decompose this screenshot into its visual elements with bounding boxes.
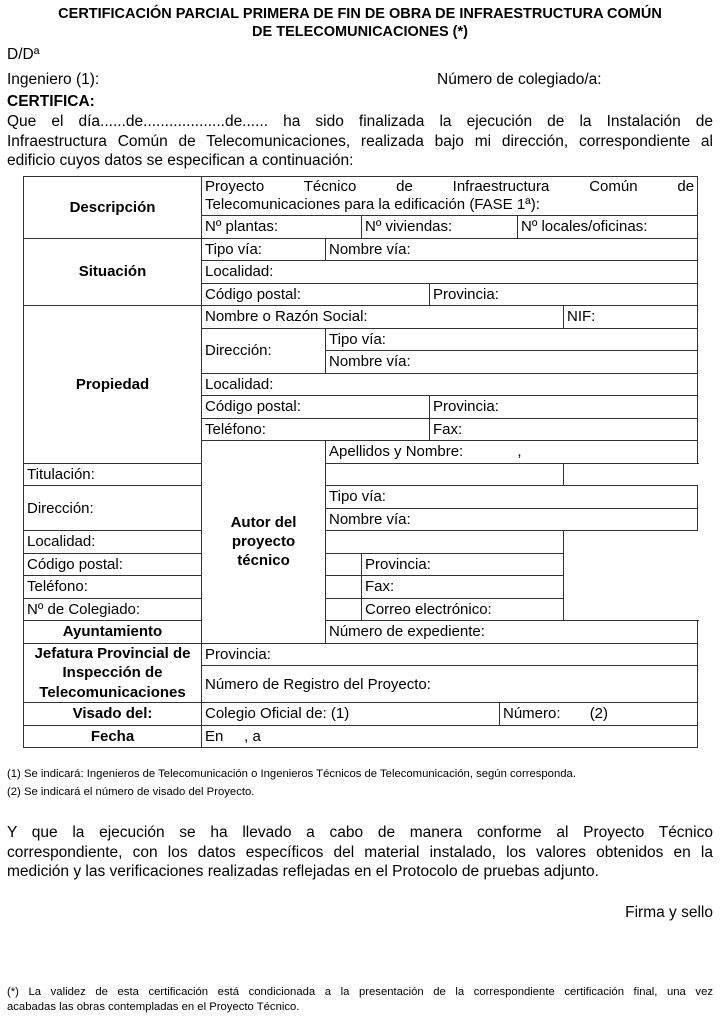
descripcion-label: Descripción [24, 177, 202, 239]
table-row [24, 553, 698, 576]
autor-colegiado-field: Nº de Colegiado: [24, 598, 362, 621]
registro-field: Número de Registro del Proyecto: [202, 666, 698, 703]
colegio-field: Colegio Oficial de: (1) [202, 703, 500, 726]
table-row [24, 531, 698, 554]
situacion-tipo-via-field: Tipo vía: [202, 238, 326, 261]
autor-titulacion-field: Titulación: [24, 463, 564, 486]
situacion-provincia-field: Provincia: [430, 283, 698, 306]
table-row [24, 486, 698, 509]
situacion-nombre-via-field: Nombre vía: [326, 238, 698, 261]
autor-telefono-field: Teléfono: [24, 576, 362, 599]
dd-label: D/Dª [7, 46, 40, 63]
propiedad-fax-field: Fax: [430, 418, 698, 441]
autor-localidad-field: Localidad: [24, 531, 564, 554]
intro-paragraph [7, 112, 713, 171]
validity-note-line-2: acabadas las obras contempladas en el Proyecto Técnico. [7, 1001, 300, 1013]
table-row [24, 725, 698, 748]
propiedad-nombre-via-field: Nombre vía: [326, 351, 698, 374]
validity-note [7, 985, 713, 1015]
autor-correo-field: Correo electrónico: [362, 598, 564, 621]
closing-line: correspondiente, con los datos específicos del material instalado, los valores obtenidos en la [7, 843, 713, 861]
validity-note-line-1: (*) La validez de esta certificación está condicionada a la presentación de la correspondiente certificación final, una vez [7, 986, 713, 998]
table-row [24, 238, 698, 261]
situacion-label: Situación [24, 238, 202, 306]
intro-line: Que el día......de...................de...... ha sido finalizada la ejecución de la Instalación de [7, 113, 713, 130]
closing-paragraph [7, 823, 713, 882]
table-row [24, 177, 698, 216]
table-row [24, 703, 698, 726]
autor-label: Autor del proyecto técnico [202, 441, 326, 644]
numero-visado-field: Número: (2) [500, 703, 698, 726]
jefatura-provincia-field: Provincia: [202, 643, 698, 666]
table-row [24, 643, 698, 666]
proyecto-line-1: Proyecto Técnico de Infraestructura Común de [205, 178, 695, 195]
table-row [24, 621, 698, 644]
propiedad-label: Propiedad [24, 306, 202, 464]
autor-apellidos-field: Apellidos y Nombre: , [326, 441, 698, 464]
table-row [24, 463, 698, 486]
document-title [0, 5, 720, 41]
autor-direccion-label: Dirección: [24, 486, 202, 531]
proyecto-cell [202, 177, 698, 216]
table-row [24, 576, 698, 599]
closing-line: Y que la ejecución se ha llevado a cabo de manera conforme al Proyecto Técnico [7, 824, 713, 841]
visado-label: Visado del: [24, 703, 202, 726]
jefatura-label: Jefatura Provincial de Inspección de Telecomunicaciones [24, 643, 202, 703]
building-data-table [23, 176, 698, 748]
propiedad-direccion-label: Dirección: [202, 328, 326, 373]
footnote-2: (2) Se indicará el número de visado del Proyecto. [7, 786, 255, 798]
situacion-codigo-postal-field: Código postal: [202, 283, 430, 306]
autor-tipo-via-field: Tipo vía: [326, 486, 698, 509]
title-line-1: CERTIFICACIÓN PARCIAL PRIMERA DE FIN DE OBRA DE INFRAESTRUCTURA COMÚN [58, 6, 662, 22]
closing-line: medición y las verificaciones realizadas reflejadas en el Protocolo de pruebas adjunto. [7, 863, 599, 880]
fecha-label: Fecha [24, 725, 202, 748]
title-line-2: DE TELECOMUNICACIONES (*) [252, 24, 468, 40]
ayuntamiento-label: Ayuntamiento [24, 621, 202, 644]
intro-line: Infraestructura Común de Telecomunicaciones, realizada bajo mi dirección, correspondiente al [7, 132, 713, 150]
intro-line: edificio cuyos datos se especifican a continuación: [7, 152, 354, 169]
situacion-localidad-field: Localidad: [202, 261, 698, 284]
proyecto-line-2: Telecomunicaciones para la edificación (FASE 1ª): [205, 196, 540, 213]
signature-label: Firma y sello [625, 904, 713, 921]
viviendas-field: Nº viviendas: [362, 216, 518, 239]
certifica-heading: CERTIFICA: [7, 93, 95, 110]
locales-field: Nº locales/oficinas: [518, 216, 698, 239]
propiedad-nif-field: NIF: [564, 306, 698, 329]
autor-nombre-via-field: Nombre vía: [326, 508, 698, 531]
table-row [24, 306, 698, 329]
autor-codigo-postal-field: Código postal: [24, 553, 362, 576]
propiedad-tipo-via-field: Tipo vía: [326, 328, 698, 351]
propiedad-provincia-field: Provincia: [430, 396, 698, 419]
plantas-field: Nº plantas: [202, 216, 362, 239]
propiedad-nombre-field: Nombre o Razón Social: [202, 306, 564, 329]
fecha-field: En , a [202, 725, 698, 748]
autor-provincia-field: Provincia: [362, 553, 564, 576]
colegiado-label: Número de colegiado/a: [437, 71, 602, 88]
autor-fax-field: Fax: [362, 576, 564, 599]
propiedad-codigo-postal-field: Código postal: [202, 396, 430, 419]
expediente-field: Número de expediente: [326, 621, 698, 644]
ingeniero-label: Ingeniero (1): [7, 71, 100, 88]
propiedad-localidad-field: Localidad: [202, 373, 698, 396]
propiedad-telefono-field: Teléfono: [202, 418, 430, 441]
table-row [24, 598, 698, 621]
footnote-1: (1) Se indicará: Ingenieros de Telecomunicación o Ingenieros Técnicos de Telecomunicación, según corresponda. [7, 768, 576, 780]
